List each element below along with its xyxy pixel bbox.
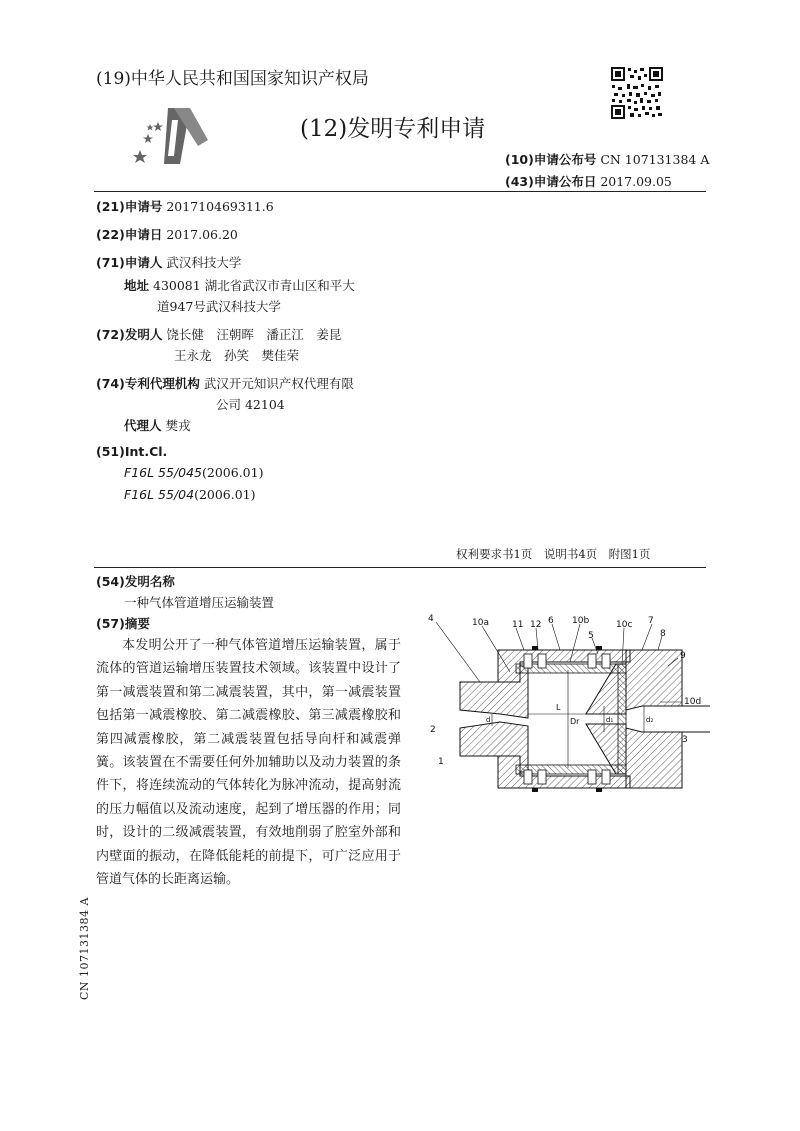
application-date-row bbox=[96, 225, 238, 243]
svg-text:4: 4 bbox=[428, 614, 434, 624]
inventors-line-1: 饶长健 汪朝晖 潘正江 姜昆 bbox=[166, 327, 342, 342]
ipc-class-code: F16L 55/04 bbox=[124, 487, 195, 502]
document-type-title: (12)发明专利申请 bbox=[300, 116, 486, 142]
application-number-row bbox=[96, 197, 274, 215]
svg-text:6: 6 bbox=[548, 616, 554, 626]
svg-text:8: 8 bbox=[660, 629, 666, 639]
application-number: 201710469311.6 bbox=[166, 199, 274, 214]
publication-number-label: (10)申请公布号 bbox=[505, 152, 597, 167]
inventors-label: (72)发明人 bbox=[96, 327, 163, 342]
side-publication-number: CN 107131384 A bbox=[78, 897, 91, 1000]
invention-name-label: (54)发明名称 bbox=[96, 574, 175, 589]
agent-row bbox=[124, 416, 191, 434]
cnipa-emblem-icon bbox=[128, 100, 218, 170]
abstract-text: 本发明公开了一种气体管道增压运输装置，属于流体的管道运输增压装置技术领域。该装置中设计了第一减震装置和第二减震装置，其中，第一减震装置包括第一减震橡胶、第二减震橡胶、第三减震橡胶和第四减震橡胶，第二减震装置包括导向杆和减震弹簧。该装置在不需要任何外加辅助以及动力装置的条件下，将连续流动的气体转化为脉冲流动，提高射流的压力幅值以及流动速度，起到了增压器的作用；同时，设计的二级减震装置，有效地削弱了腔室外部和内壁面的振动，在降低能耗的前提下，可广泛应用于管道气体的长距离运输。 bbox=[96, 638, 401, 888]
int-cl-label: (51)Int.Cl. bbox=[96, 444, 168, 459]
agency-row bbox=[96, 374, 354, 392]
agency-line-1: 武汉开元知识产权代理有限 bbox=[203, 376, 354, 391]
abstract-label: (57)摘要 bbox=[96, 616, 150, 631]
publication-date-label: (43)申请公布日 bbox=[505, 174, 597, 189]
publication-date: 2017.09.05 bbox=[600, 174, 672, 189]
ipc-class-item bbox=[124, 487, 256, 502]
svg-text:2: 2 bbox=[430, 725, 436, 735]
device-drawing bbox=[420, 610, 720, 820]
svg-text:d: d bbox=[486, 716, 491, 724]
ipc-class-version: (2006.01) bbox=[202, 465, 264, 480]
agency-line-2: 公司 42104 bbox=[216, 397, 285, 412]
svg-text:9: 9 bbox=[680, 651, 686, 661]
address-row bbox=[124, 276, 355, 294]
agent-label: 代理人 bbox=[124, 418, 162, 433]
applicant: 武汉科技大学 bbox=[166, 255, 242, 270]
invention-name: 一种气体管道增压运输装置 bbox=[124, 595, 275, 610]
applicant-label: (71)申请人 bbox=[96, 255, 163, 270]
agency-label: (74)专利代理机构 bbox=[96, 376, 200, 391]
ipc-class-version: (2006.01) bbox=[194, 487, 256, 502]
address-line-1: 430081 湖北省武汉市青山区和平大 bbox=[153, 278, 355, 293]
office-name: (19)中华人民共和国国家知识产权局 bbox=[96, 69, 369, 89]
svg-text:L: L bbox=[556, 703, 561, 712]
ipc-class-code: F16L 55/045 bbox=[124, 465, 203, 480]
int-cl-row bbox=[96, 444, 167, 459]
agent: 樊戎 bbox=[165, 418, 191, 433]
inventors-row bbox=[96, 325, 341, 343]
svg-text:5: 5 bbox=[588, 631, 594, 641]
svg-text:11: 11 bbox=[512, 620, 524, 630]
svg-text:12: 12 bbox=[530, 620, 542, 630]
svg-text:1: 1 bbox=[438, 757, 444, 767]
application-date: 2017.06.20 bbox=[166, 227, 238, 242]
publication-number: CN 107131384 A bbox=[600, 152, 710, 167]
address-line-2: 道947号武汉科技大学 bbox=[157, 299, 281, 314]
abstract-divider bbox=[94, 567, 706, 568]
applicant-row bbox=[96, 253, 241, 271]
application-number-label: (21)申请号 bbox=[96, 199, 163, 214]
svg-text:Dr: Dr bbox=[570, 717, 580, 726]
svg-text:d₂: d₂ bbox=[646, 716, 654, 724]
svg-text:10c: 10c bbox=[616, 620, 633, 630]
application-date-label: (22)申请日 bbox=[96, 227, 163, 242]
address-label: 地址 bbox=[124, 278, 150, 293]
svg-text:10b: 10b bbox=[572, 616, 590, 626]
svg-text:d₁: d₁ bbox=[606, 716, 614, 724]
svg-text:10d: 10d bbox=[684, 697, 702, 707]
svg-text:7: 7 bbox=[648, 616, 654, 626]
publication-date-row bbox=[505, 172, 672, 190]
ipc-class-item bbox=[124, 465, 263, 480]
header-divider bbox=[94, 191, 706, 192]
inventors-line-2: 王永龙 孙笑 樊佳荣 bbox=[174, 348, 300, 363]
svg-text:3: 3 bbox=[682, 735, 688, 745]
qr-code-icon bbox=[610, 66, 664, 120]
pages-info: 权利要求书1页 说明书4页 附图1页 bbox=[456, 547, 651, 561]
publication-number-row bbox=[505, 150, 709, 168]
svg-text:10a: 10a bbox=[472, 618, 489, 628]
